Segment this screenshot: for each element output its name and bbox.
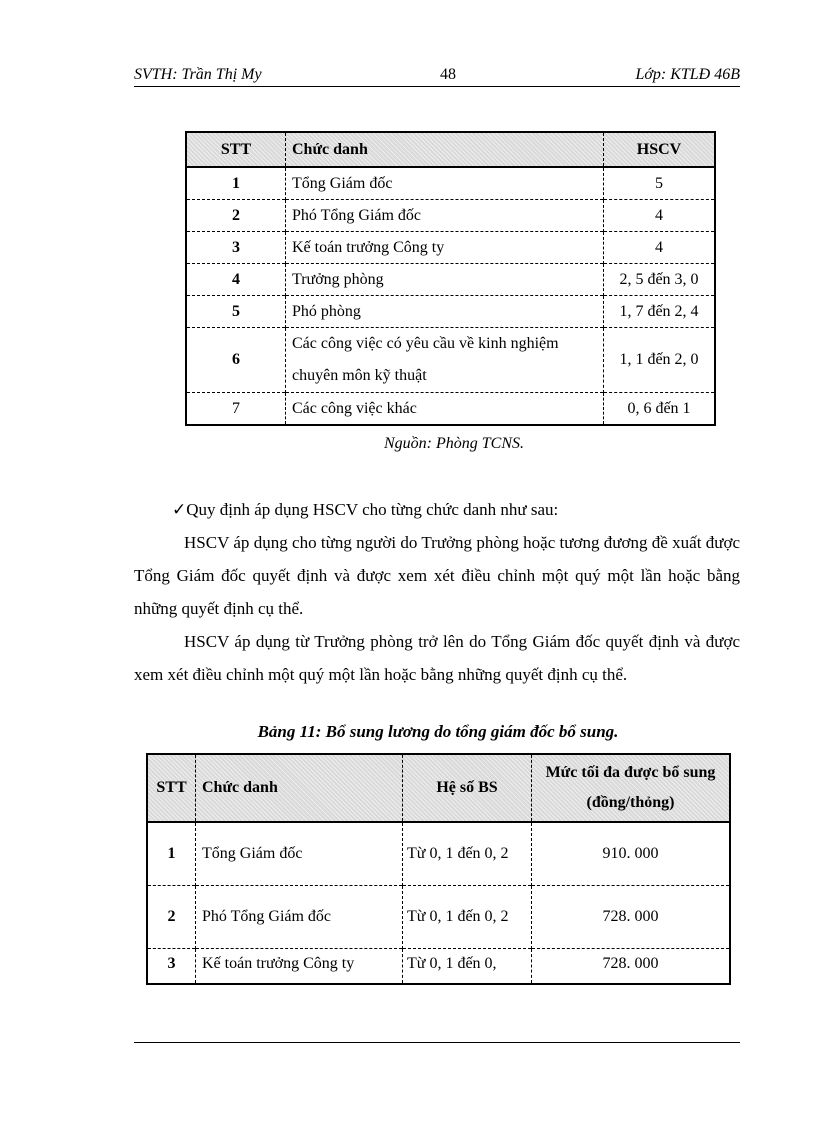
table-row <box>186 200 715 232</box>
table-cell: Phó phòng <box>286 296 604 328</box>
table-header-row <box>186 132 715 167</box>
table-row <box>147 886 730 949</box>
table-cell: Phó Tổng Giám đốc <box>286 200 604 232</box>
table-cell: Các công việc có yêu cầu về kinh nghiệm chuyên môn kỹ thuật <box>286 328 604 393</box>
table-cell: 728. 000 <box>532 886 731 949</box>
column-header: Hệ số BS <box>403 754 532 822</box>
table-cell: Từ 0, 1 đến 0, <box>403 949 532 985</box>
table-cell: 3 <box>147 949 196 985</box>
header-class: Lớp: KTLĐ 46B <box>635 66 740 83</box>
table-cell: 2 <box>186 200 286 232</box>
table-header-row <box>147 754 730 822</box>
table-cell: Kế toán trưởng Công ty <box>286 232 604 264</box>
table-cell: Tổng Giám đốc <box>286 167 604 200</box>
paragraph: HSCV áp dụng từ Trưởng phòng trở lên do Tổng Giám đốc quyết định và được xem xét điều chỉnh một quý một lần hoặc bằng những quyết định cụ thể. <box>134 632 740 684</box>
table-cell: 1 <box>186 167 286 200</box>
table-cell: 728. 000 <box>532 949 731 985</box>
table-cell: Từ 0, 1 đến 0, 2 <box>403 886 532 949</box>
table-cell: Từ 0, 1 đến 0, 2 <box>403 822 532 886</box>
table-cell: 1 <box>147 822 196 886</box>
table-cell: Các công việc khác <box>286 393 604 426</box>
table-row <box>186 328 715 393</box>
table-source: Nguồn: Phòng TCNS. <box>383 435 524 452</box>
page-header <box>134 62 740 87</box>
table-row <box>186 264 715 296</box>
table-row <box>186 232 715 264</box>
table-cell: 910. 000 <box>532 822 731 886</box>
table-cell: 3 <box>186 232 286 264</box>
table-caption: Bảng 11: Bổ sung lương do tổng giám đốc bổ sung. <box>257 722 619 741</box>
table-cell: Tổng Giám đốc <box>196 822 403 886</box>
paragraph-text: Quy định áp dụng HSCV cho từng chức danh như sau: <box>186 500 559 519</box>
column-header: HSCV <box>604 132 716 167</box>
page-number: 48 <box>440 66 456 83</box>
header-author: SVTH: Trần Thị My <box>134 66 262 83</box>
table-cell: Kế toán trưởng Công ty <box>196 949 403 985</box>
paragraph: HSCV áp dụng cho từng người do Trưởng phòng hoặc tương đương đề xuất được Tổng Giám đốc quyết định và được xem xét điều chỉnh một quý một lần hoặc bằng những quyết định cụ thể. <box>134 533 740 618</box>
table-cell: 0, 6 đến 1 <box>604 393 716 426</box>
column-header: Chức danh <box>286 132 604 167</box>
paragraph <box>134 493 740 526</box>
table-cell: 7 <box>186 393 286 426</box>
table-row <box>186 167 715 200</box>
table-row <box>186 393 715 426</box>
column-header: STT <box>186 132 286 167</box>
bonus-table <box>146 753 731 985</box>
table-cell: 4 <box>604 200 716 232</box>
table-row <box>147 949 730 985</box>
table-cell: 4 <box>604 232 716 264</box>
table-row <box>186 296 715 328</box>
table-row <box>147 822 730 886</box>
footer-divider <box>134 1042 740 1043</box>
table-cell: 6 <box>186 328 286 393</box>
column-header: STT <box>147 754 196 822</box>
table-cell: 5 <box>186 296 286 328</box>
table-cell: Trưởng phòng <box>286 264 604 296</box>
checkmark-icon: ✓ <box>172 500 187 519</box>
table-cell: 1, 1 đến 2, 0 <box>604 328 716 393</box>
table-cell: 4 <box>186 264 286 296</box>
table-cell: Phó Tổng Giám đốc <box>196 886 403 949</box>
table-cell: 2, 5 đến 3, 0 <box>604 264 716 296</box>
hscv-table <box>185 131 716 426</box>
table-cell: 2 <box>147 886 196 949</box>
table-cell: 1, 7 đến 2, 4 <box>604 296 716 328</box>
column-header: Mức tối đa được bổ sung (đồng/thỏng) <box>532 754 731 822</box>
table-cell: 5 <box>604 167 716 200</box>
column-header: Chức danh <box>196 754 403 822</box>
